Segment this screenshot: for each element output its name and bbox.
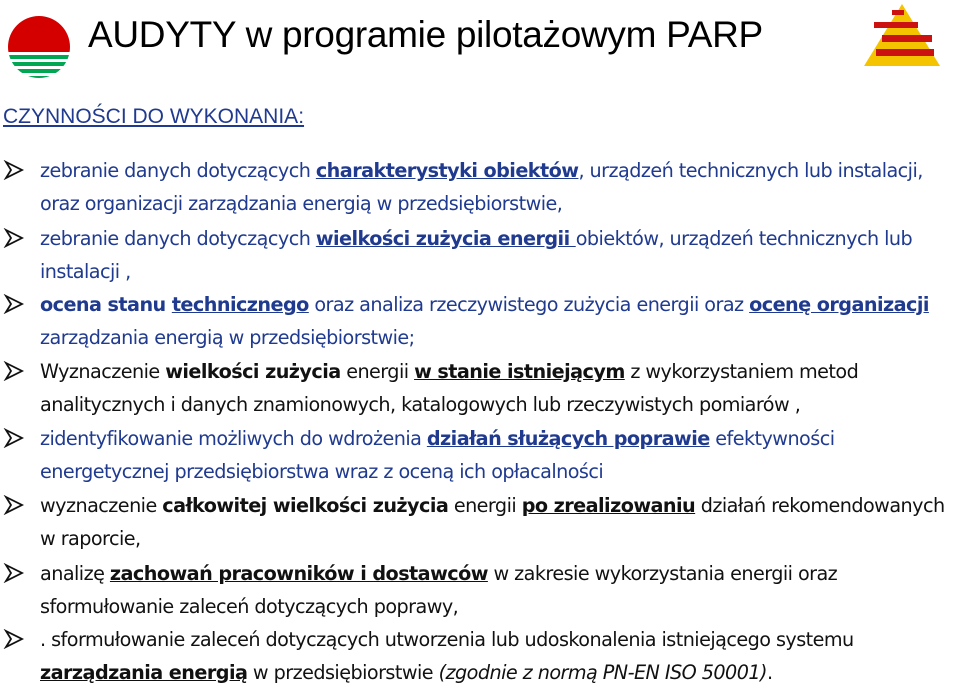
- list-item-text: . sformułowanie zaleceń dotyczących utworzenia lub udoskonalenia istniejącego systemu zarządzania energią w przedsiębiorstwie (zgodnie z normą PN-EN ISO 50001).: [40, 628, 854, 684]
- list-item-text: Wyznaczenie wielkości zużycia energii w stanie istniejącym z wykorzystaniem metod analitycznych i danych znamionowych, katalogowych lub rzeczywistych pomiarów ,: [40, 360, 859, 416]
- list-item-text: zebranie danych dotyczących wielkości zużycia energii obiektów, urządzeń technicznych lub instalacji ,: [40, 227, 913, 283]
- sun-logo-icon: [6, 14, 72, 80]
- arrow-bullet-icon: [3, 228, 25, 248]
- list-item-text: ocena stanu technicznego oraz analiza rzeczywistego zużycia energii oraz ocenę organizacji zarządzania energią w przedsiębiorstwie;: [40, 293, 929, 349]
- arrow-bullet-icon: [3, 160, 25, 180]
- section-heading: CZYNNOŚCI DO WYKONANIA:: [3, 105, 305, 128]
- arrow-bullet-icon: [3, 629, 25, 649]
- list-item-text: analizę zachowań pracowników i dostawców w zakresie wykorzystania energii oraz sformułowanie zaleceń dotyczących poprawy,: [40, 562, 838, 618]
- energy-triangle-logo-icon: [862, 2, 942, 68]
- arrow-bullet-icon: [3, 495, 25, 515]
- list-item-text: wyznaczenie całkowitej wielkości zużycia energii po zrealizowaniu działań rekomendowanych w raporcie,: [40, 494, 945, 550]
- page-title: AUDYTY w programie pilotażowym PARP: [88, 14, 763, 55]
- arrow-bullet-icon: [3, 563, 25, 583]
- arrow-bullet-icon: [3, 361, 25, 381]
- list-item-text: zebranie danych dotyczących charakterystyki obiektów, urządzeń technicznych lub instalacji, oraz organizacji zarządzania energią w przedsiębiorstwie,: [40, 159, 923, 215]
- arrow-bullet-icon: [3, 428, 25, 448]
- arrow-bullet-icon: [3, 294, 25, 314]
- list-item-text: zidentyfikowanie możliwych do wdrożenia działań służących poprawie efektywności energetycznej przedsiębiorstwa wraz z oceną ich opłacalności: [40, 427, 835, 483]
